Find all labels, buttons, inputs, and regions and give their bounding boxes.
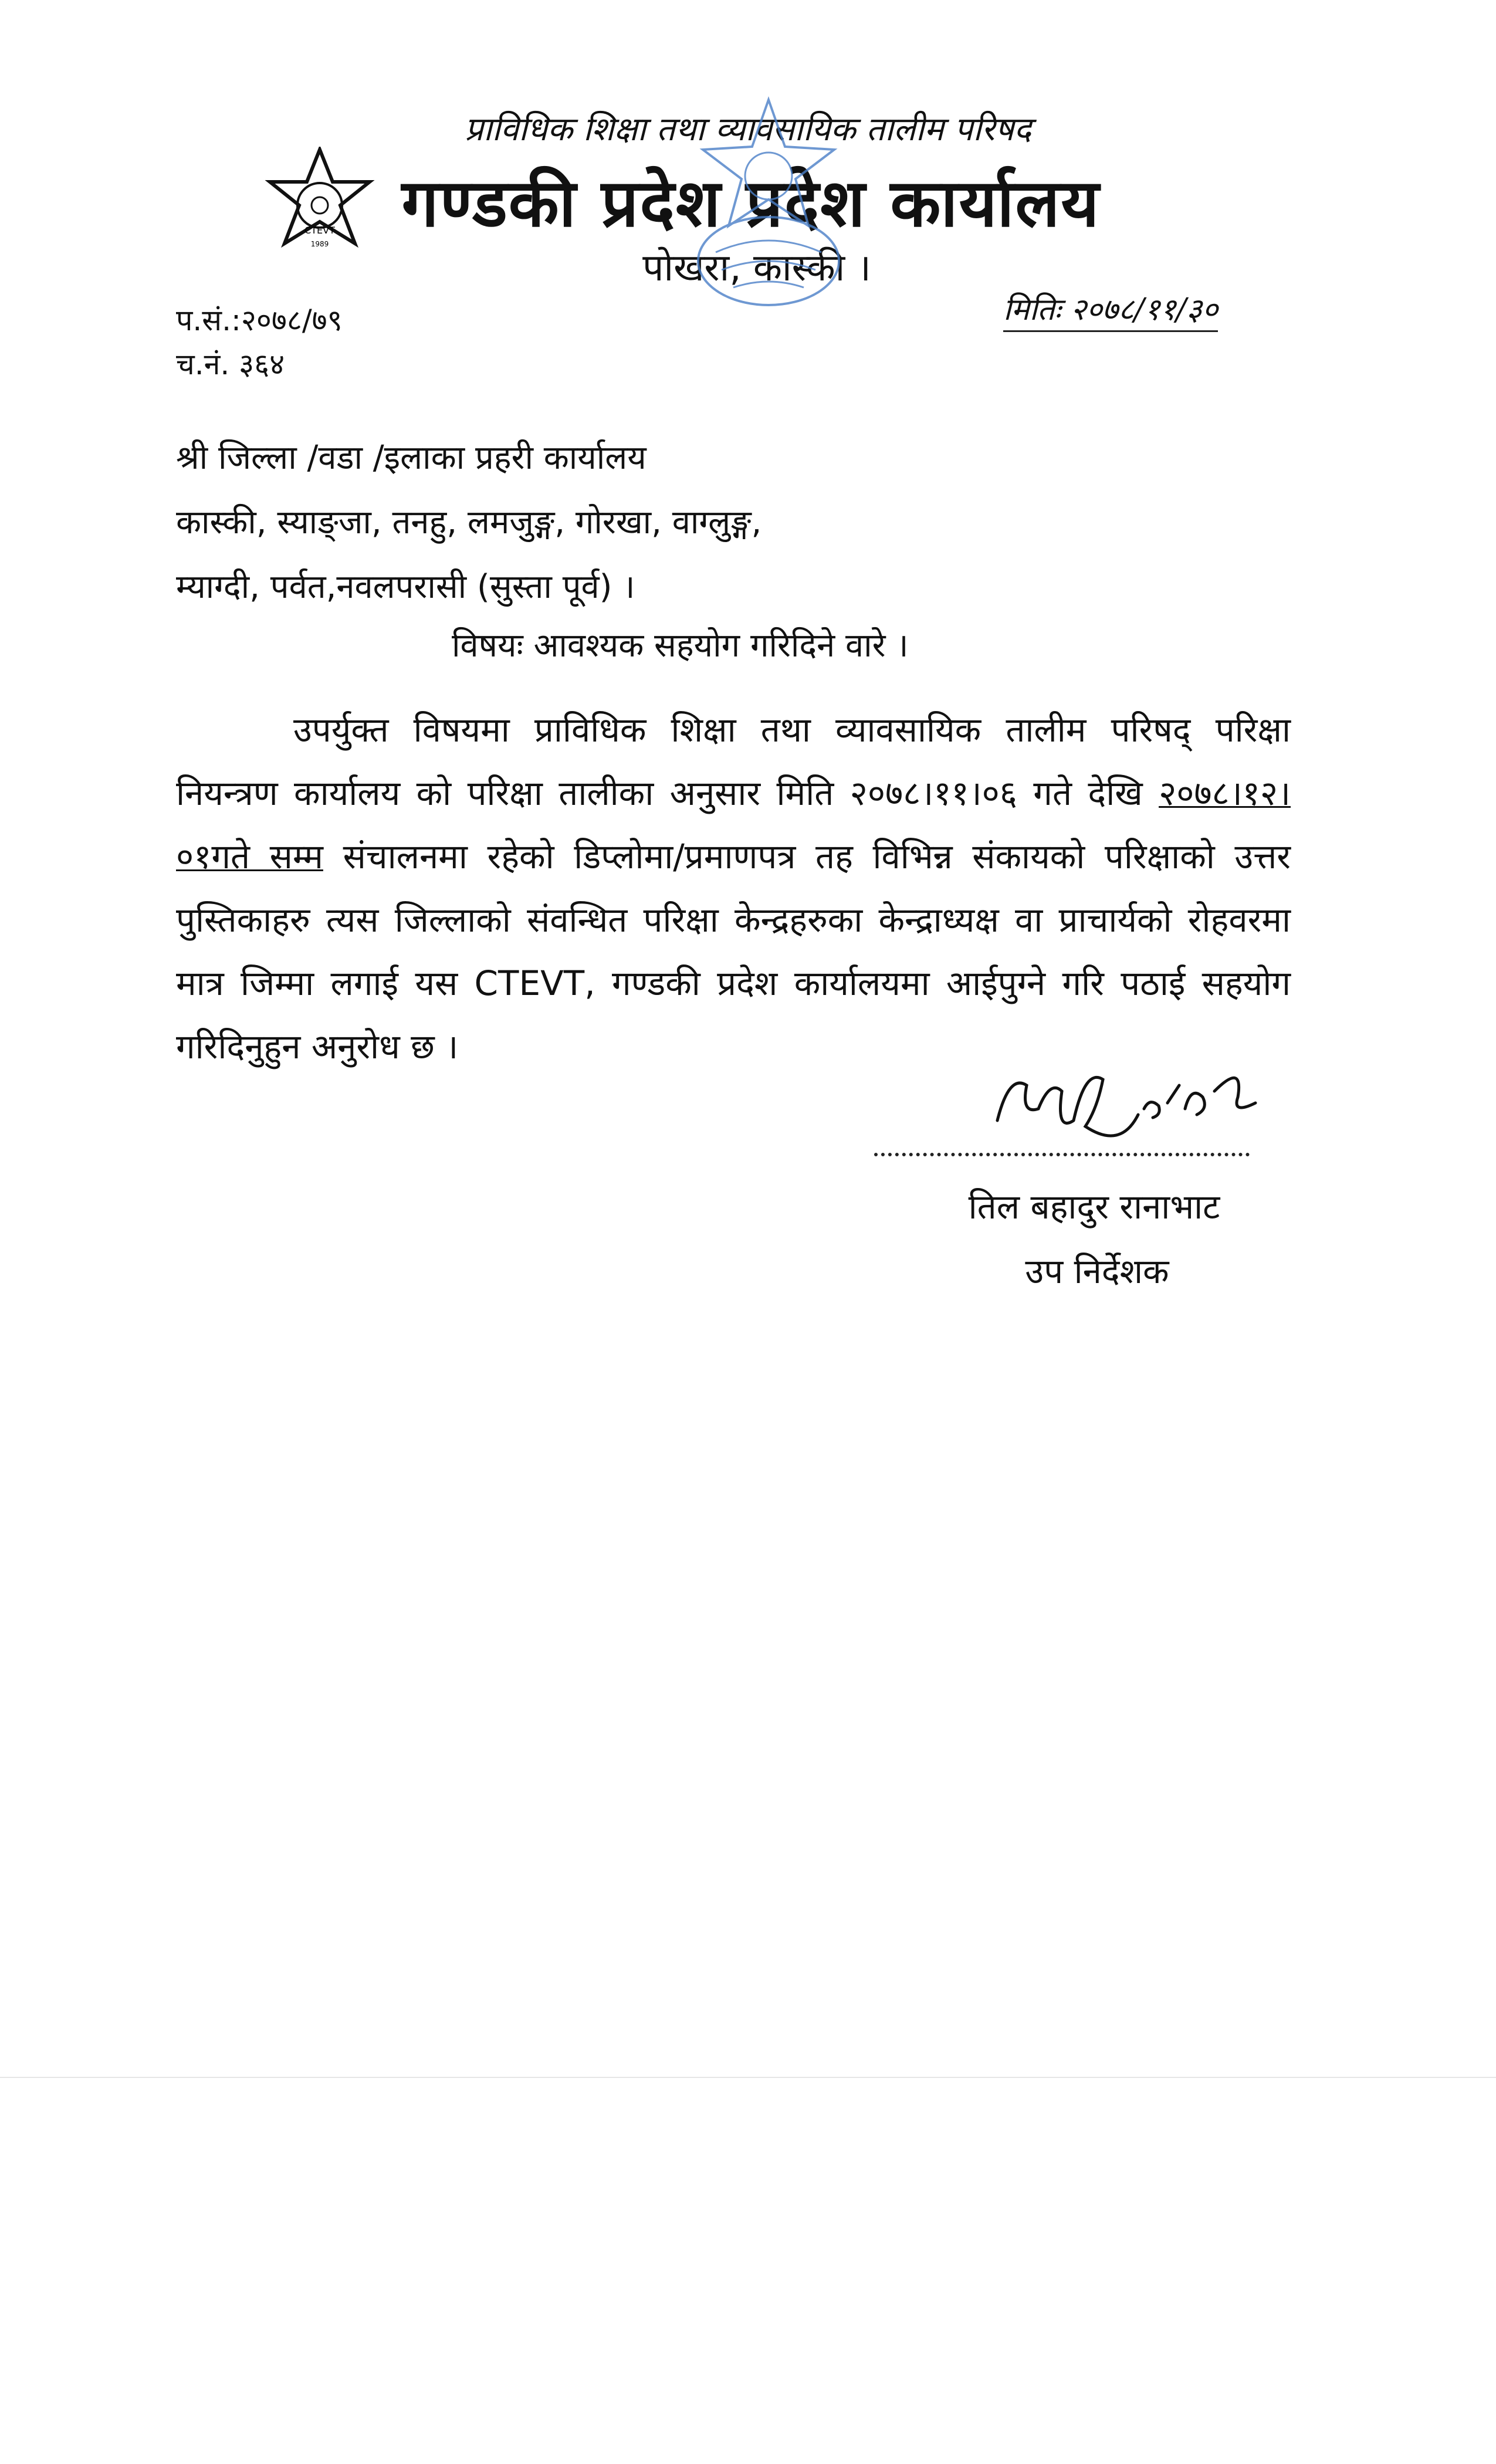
signatory-name: तिल बहादुर रानाभाट: [968, 1187, 1220, 1227]
office-location: पोखरा, कास्की ।: [642, 246, 871, 290]
page-edge: [0, 2077, 1496, 2078]
addressee-line-1: श्री जिल्ला /वडा /इलाका प्रहरी कार्यालय: [176, 439, 647, 477]
body-part-2: संचालनमा रहेको डिप्लोमा/प्रमाणपत्र तह विभिन्न संकायको परिक्षाको उत्तर पुस्तिकाहरु त्यस जिल्लाको संवन्धित परिक्षा केन्द्रहरुका केन्द्राध्यक्ष वा प्राचार्यको रोहवरमा मात्र जिम्मा लगाई यस CTEVT, गण्डकी प्रदेश कार्यालयमा आईपुग्ने गरि पठाई सहयोग गरिदिनुहुन अनुरोध छ ।: [176, 837, 1291, 1067]
ctevt-logo: [261, 147, 378, 282]
office-name: गण्डकी प्रदेश प्रदेश कार्यालय: [401, 165, 1101, 242]
signatory-title: उप निर्देशक: [1025, 1251, 1169, 1291]
addressee-line-2: कास्की, स्याङ्जा, तनहु, लमजुङ्ग, गोरखा, वाग्लुङ्ग,: [176, 503, 762, 541]
body-underlined-dates: २०७८।१२।०१गते सम्म: [176, 773, 1291, 876]
letter-date: मितिः २०७८/११/३०: [1003, 287, 1218, 332]
dispatch-number: च.नं. ३६४: [176, 347, 285, 381]
logo-text: CTEVT: [304, 225, 335, 236]
letter-body: [176, 698, 1291, 1078]
official-stamp: [681, 94, 857, 317]
signature-line: [874, 1153, 1250, 1156]
handwritten-signature: [986, 1050, 1267, 1162]
council-name: प्राविधिक शिक्षा तथा व्यावसायिक तालीम परिषद: [465, 110, 1031, 148]
reference-number: प.सं.:२०७८/७९: [176, 303, 343, 337]
subject-line: विषयः आवश्यक सहयोग गरिदिने वारे ।: [452, 627, 909, 665]
logo-year: 1989: [310, 240, 329, 248]
body-part-1: उपर्युक्त विषयमा प्राविधिक शिक्षा तथा व्यावसायिक तालीम परिषद् परिक्षा नियन्त्रण कार्यालय को परिक्षा तालीका अनुसार मिति २०७८।११।०६ गते देखि: [176, 710, 1291, 813]
addressee-line-3: म्याग्दी, पर्वत,नवलपरासी (सुस्ता पूर्व) ।: [176, 568, 635, 606]
